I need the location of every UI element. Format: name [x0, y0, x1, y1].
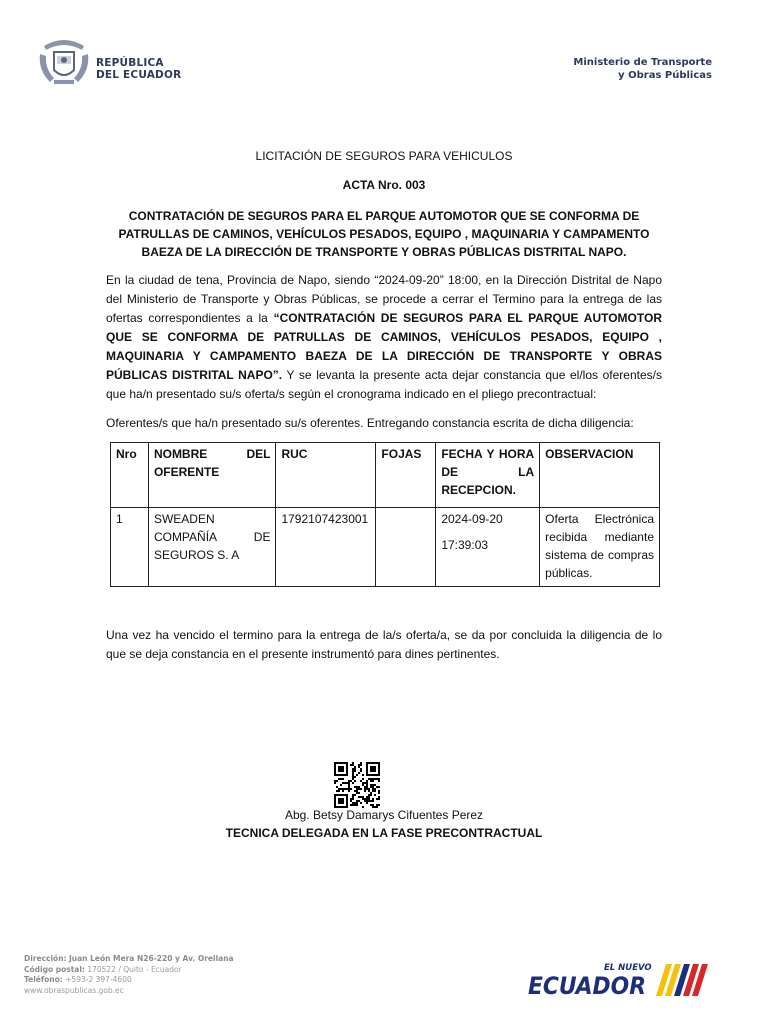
cell-time: 17:39:03	[441, 538, 489, 552]
bidders-table	[110, 442, 660, 587]
ministry-line1: Ministerio de Transporte	[573, 57, 712, 68]
header-name: NOMBRE DEL OFERENTE	[148, 443, 276, 508]
ministry-name	[573, 57, 712, 82]
header-fojas: FOJAS	[376, 443, 436, 508]
signer-name: Abg. Betsy Damarys Cifuentes Perez	[284, 808, 484, 822]
header-date: FECHA Y HORA DE LA RECEPCION.	[436, 443, 540, 508]
republic-name-line1: REPÚBLICA	[96, 57, 164, 69]
logo-main-text: ECUADOR	[528, 972, 646, 1000]
footer-postal-value: 170522 / Quito - Ecuador	[87, 964, 182, 974]
table-row	[111, 508, 660, 587]
cell-observation: Oferta Electrónica recibida mediante sistema de compras públicas.	[540, 508, 660, 587]
qr-code-icon	[334, 762, 380, 808]
document-subject: CONTRATACIÓN DE SEGUROS PARA EL PARQUE AUTOMOTOR QUE SE CONFORMA DE PATRULLAS DE CAMINOS, VEHÍCULOS PESADOS, EQUIPO , MAQUINARIA Y CAMPAMENTO BAEZA DE LA DIRECCIÓN DE TRANSPORTE Y OBRAS PÚBLICAS DISTRITAL NAPO.	[118, 209, 650, 259]
intro-tail: Y se levanta la presente acta dejar constancia que el/los oferentes/s que ha/n presentado su/s oferta/s según el cronograma indicado en el pliego precontractual:	[106, 368, 662, 401]
flag-stripes-icon	[656, 964, 708, 996]
header-observation: OBSERVACION	[540, 443, 660, 508]
signer-role: TECNICA DELEGADA EN LA FASE PRECONTRACTUAL	[225, 826, 543, 840]
cell-fojas	[376, 508, 436, 587]
logo-top-text: EL NUEVO	[604, 963, 652, 973]
cell-datetime	[436, 508, 540, 587]
header-ruc: RUC	[276, 443, 376, 508]
closing-paragraph: Una vez ha vencido el termino para la entrega de la/s oferta/a, se da por concluida la diligencia de lo que se deja constancia en el presente instrumentó para dines pertinentes.	[106, 628, 662, 661]
el-nuevo-ecuador-logo	[524, 960, 714, 1000]
cell-ruc: 1792107423001	[276, 508, 376, 587]
footer-postal	[24, 965, 234, 976]
intro-paragraph	[106, 271, 662, 404]
cell-nro: 1	[111, 508, 149, 587]
ministry-line2: y Obras Públicas	[618, 69, 712, 81]
header-nro: Nro	[111, 443, 149, 508]
footer-phone-value: +593-2 397-4600	[65, 975, 132, 984]
footer-address-value: Juan León Mera N26-220 y Av. Orellana	[68, 954, 234, 963]
document-title: LICITACIÓN DE SEGUROS PARA VEHICULOS	[255, 149, 513, 163]
table-header-row	[111, 443, 660, 508]
coat-of-arms-icon	[36, 36, 92, 90]
footer-address-label: Dirección:	[24, 954, 67, 963]
intro-contract-name: “CONTRATACIÓN DE SEGUROS PARA EL PARQUE AUTOMOTOR QUE SE CONFORMA DE PATRULLAS DE CAMINOS, VEHÍCULOS PESADOS, EQUIPO , MAQUINARIA Y CAMPAMENTO BAEZA DE LA DIRECCIÓN DE TRANSPORTE Y OBRAS PÚBLICAS DISTRITAL NAPO”.	[106, 311, 662, 382]
acta-number: ACTA Nro. 003	[342, 178, 426, 192]
footer-website: www.obraspublicas.gob.ec	[24, 985, 124, 995]
footer-phone	[24, 975, 234, 986]
bidders-intro: Oferentes/s que ha/n presentado su/s oferentes. Entregando constancia escrita de dicha diligencia:	[106, 416, 634, 430]
cell-name: SWEADEN COMPAÑÍA DE SEGUROS S. A	[148, 508, 276, 587]
footer-contact	[24, 954, 234, 996]
republic-name-line2: DEL ECUADOR	[96, 69, 182, 81]
cell-date: 2024-09-20	[441, 512, 503, 526]
footer-address	[24, 954, 234, 965]
intro-text: En la ciudad de tena, Provincia de Napo, siendo “2024-09-20” 18:00, en la Dirección Distrital de Napo del Ministerio de Transporte y Obras Públicas, se procede a cerrar el Termino para la entrega de las ofertas correspondientes a la	[106, 273, 662, 325]
footer-phone-label: Teléfono:	[24, 975, 63, 984]
footer-postal-label: Código postal:	[24, 964, 85, 974]
